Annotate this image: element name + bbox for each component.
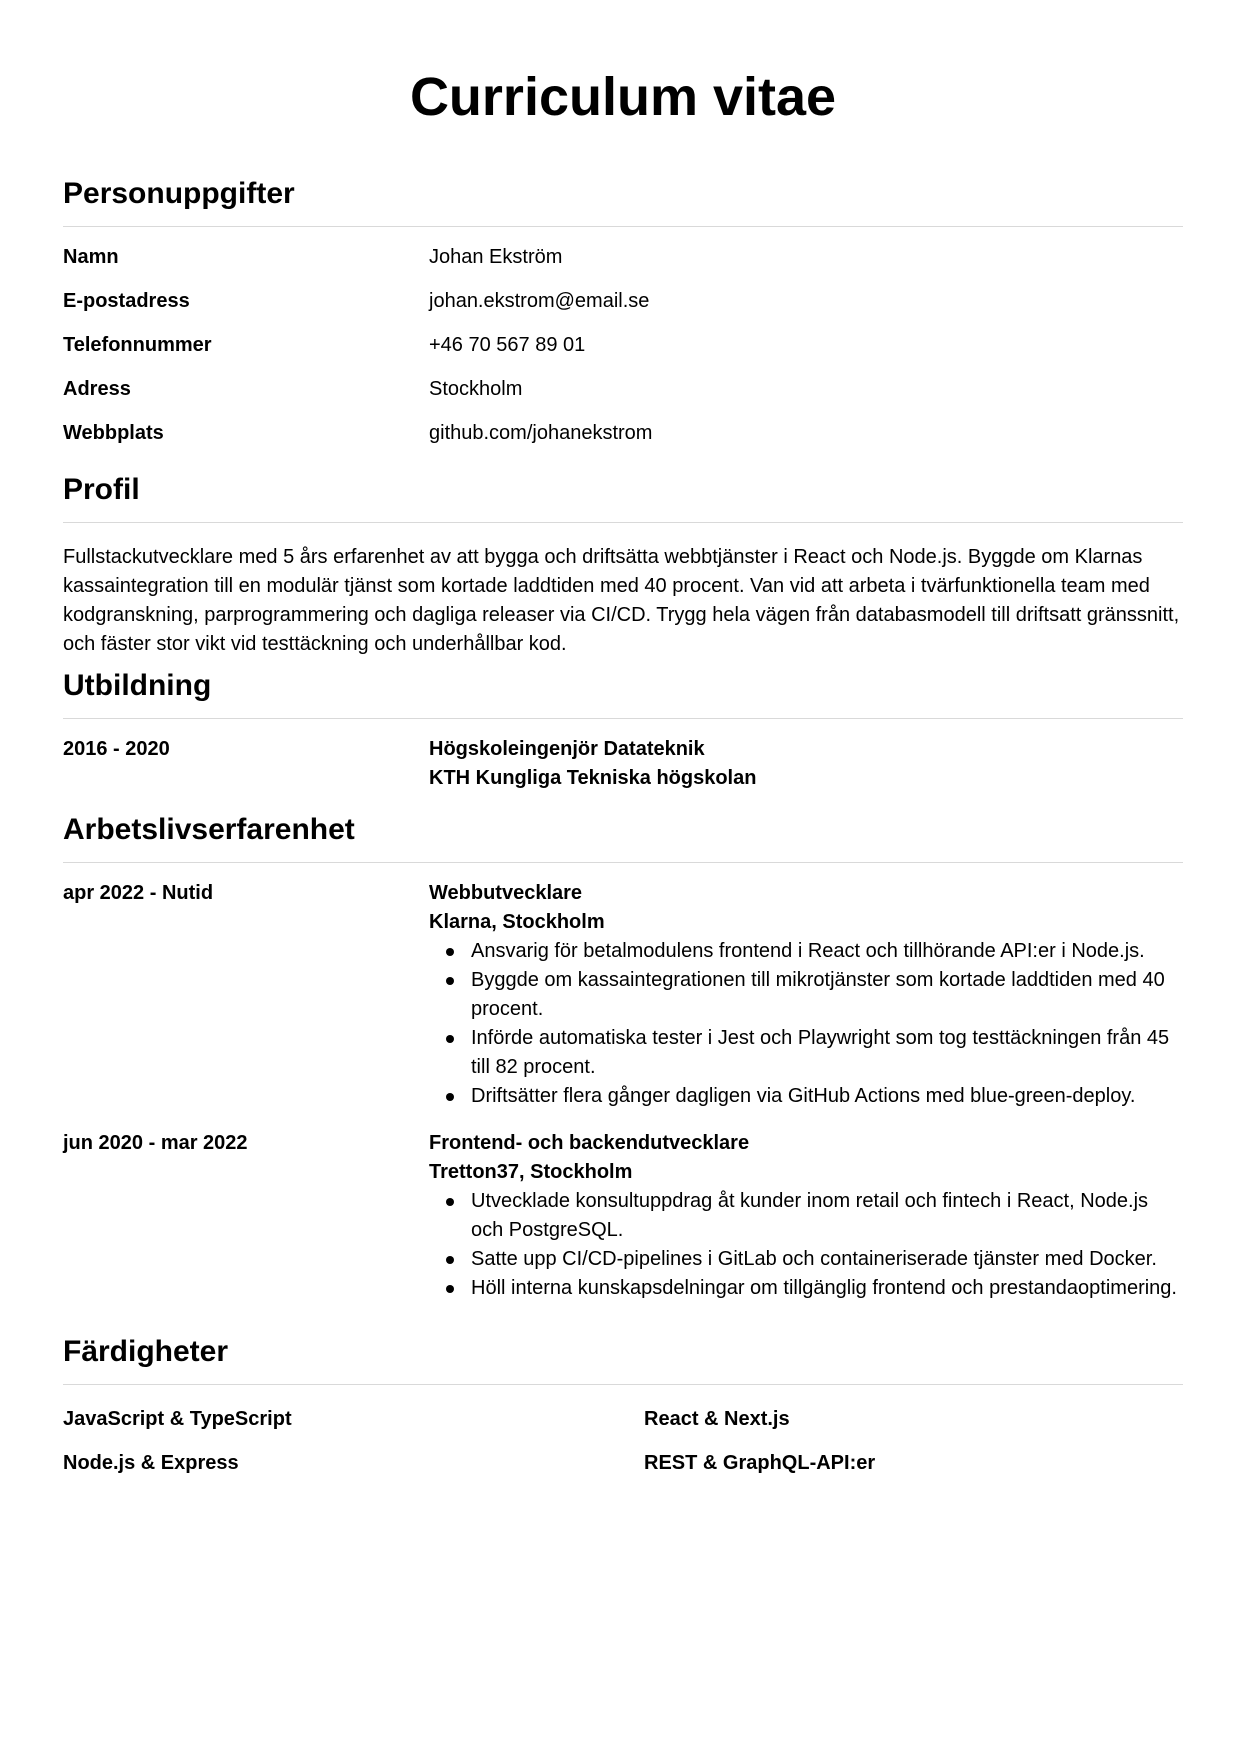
- entry-organization: Klarna, Stockholm: [429, 911, 605, 933]
- detail-label: E-postadress: [63, 290, 190, 312]
- entry-title: Webbutvecklare: [429, 882, 583, 904]
- list-item: [429, 937, 1183, 966]
- detail-row-email: [63, 287, 1183, 331]
- section-heading-skills: Färdigheter: [63, 1335, 229, 1368]
- entry-date: apr 2022 - Nutid: [63, 882, 214, 904]
- detail-row-phone: [63, 331, 1183, 375]
- bullet-icon: [446, 948, 454, 956]
- section-divider: [63, 718, 1183, 719]
- detail-label: Namn: [63, 246, 119, 268]
- list-item: [429, 966, 1183, 1024]
- bullet-icon: [446, 1285, 454, 1293]
- bullet-icon: [446, 1093, 454, 1101]
- bullet-text: Höll interna kunskapsdelningar om tillgänglig frontend och prestandaoptimering.: [471, 1277, 1177, 1299]
- document-title: Curriculum vitae: [409, 67, 837, 127]
- personal-details: [63, 243, 1183, 463]
- bullet-text: Införde automatiska tester i Jest och Playwright som tog testtäckningen från 45 till 82 procent.: [471, 1027, 1170, 1078]
- bullet-text: Driftsätter flera gånger dagligen via GitHub Actions med blue-green-deploy.: [471, 1085, 1136, 1107]
- experience-entry: [63, 1129, 1183, 1303]
- detail-value: johan.ekstrom@email.se: [429, 290, 650, 312]
- skills-section: [63, 1332, 1183, 1474]
- section-heading-education: Utbildning: [63, 669, 212, 702]
- section-heading-experience: Arbetslivserfarenhet: [63, 813, 355, 846]
- detail-label: Telefonnummer: [63, 334, 212, 356]
- personal-section: [63, 174, 1183, 463]
- profile-text: Fullstackutvecklare med 5 års erfarenhet av att bygga och driftsätta webbtjänster i React och Node.js. Byggde om Klarnas kassaintegration till en modulär tjänst som kortade laddtiden med 40 procent. Van vid att arbeta i tvärfunktionella team med kodgranskning, parprogrammering och dagliga releaser via CI/CD. Trygg hela vägen från databasmodell till driftsatt gränssnitt, och fäster stor vikt vid testtäckning och underhållbar kod.: [63, 546, 1180, 655]
- bullet-text: Satte upp CI/CD-pipelines i GitLab och containeriserade tjänster med Docker.: [471, 1248, 1157, 1270]
- entry-bullet-list: [429, 937, 1183, 1111]
- detail-value: +46 70 567 89 01: [429, 334, 586, 356]
- bullet-text: Utvecklade konsultuppdrag åt kunder inom retail och fintech i React, Node.js och PostgreSQL.: [471, 1190, 1149, 1241]
- skill-item: JavaScript & TypeScript: [63, 1408, 292, 1430]
- entry-body: [429, 1129, 1183, 1303]
- section-divider: [63, 862, 1183, 863]
- section-divider: [63, 1384, 1183, 1385]
- bullet-icon: [446, 977, 454, 985]
- detail-value: github.com/johanekstrom: [429, 422, 653, 444]
- list-item: [429, 1245, 1183, 1274]
- detail-row-address: [63, 375, 1183, 419]
- list-item: [429, 1024, 1183, 1082]
- experience-section: [63, 810, 1183, 1303]
- entry-bullet-list: [429, 1187, 1183, 1303]
- detail-label: Adress: [63, 378, 131, 400]
- education-entry: [63, 735, 1183, 793]
- detail-value: Stockholm: [429, 378, 523, 400]
- experience-entry: [63, 879, 1183, 1111]
- bullet-text: Byggde om kassaintegrationen till mikrotjänster som kortade laddtiden med 40 procent.: [471, 969, 1165, 1020]
- detail-label: Webbplats: [63, 422, 164, 444]
- section-divider: [63, 522, 1183, 523]
- education-section: [63, 666, 1183, 793]
- list-item: [429, 1274, 1183, 1303]
- entry-organization: Tretton37, Stockholm: [429, 1161, 633, 1183]
- bullet-icon: [446, 1256, 454, 1264]
- entry-body: [429, 735, 1183, 793]
- section-heading-personal: Personuppgifter: [63, 177, 295, 210]
- bullet-icon: [446, 1198, 454, 1206]
- bullet-text: Ansvarig för betalmodulens frontend i React och tillhörande API:er i Node.js.: [471, 940, 1145, 962]
- detail-row-website: [63, 419, 1183, 463]
- detail-value: Johan Ekström: [429, 246, 563, 268]
- entry-date: jun 2020 - mar 2022: [63, 1132, 248, 1154]
- detail-row-name: [63, 243, 1183, 287]
- section-divider: [63, 226, 1183, 227]
- entry-title: Frontend- och backendutvecklare: [429, 1132, 750, 1154]
- list-item: [429, 1187, 1183, 1245]
- skill-item: Node.js & Express: [63, 1452, 239, 1474]
- profile-section: [63, 470, 1183, 659]
- section-heading-profile: Profil: [63, 473, 140, 506]
- skill-item: React & Next.js: [644, 1408, 790, 1430]
- skill-item: REST & GraphQL-API:er: [644, 1452, 876, 1474]
- entry-body: [429, 879, 1183, 1111]
- entry-organization: KTH Kungliga Tekniska högskolan: [429, 767, 757, 789]
- bullet-icon: [446, 1035, 454, 1043]
- entry-date: 2016 - 2020: [63, 738, 170, 760]
- entry-title: Högskoleingenjör Datateknik: [429, 738, 705, 760]
- list-item: [429, 1082, 1183, 1111]
